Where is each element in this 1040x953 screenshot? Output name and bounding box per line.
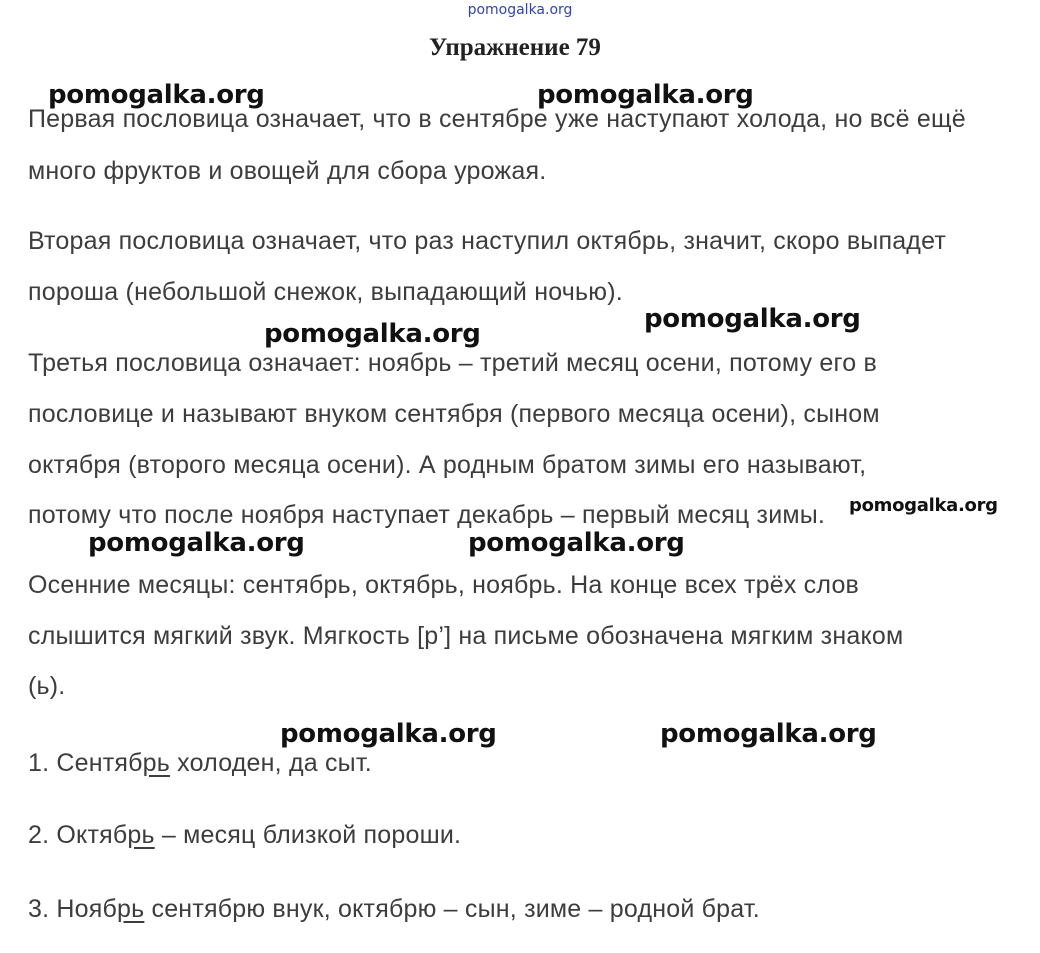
watermark: pomogalka.org — [644, 304, 861, 334]
watermark: pomogalka.org — [48, 80, 265, 110]
paragraph-4-line-1: Осенние месяцы: сентябрь, октябрь, ноябрь. На конце всех трёх слов — [28, 571, 860, 599]
watermark: pomogalka.org — [88, 528, 305, 558]
paragraph-3-line-3: октября (второго месяца осени). А родным братом зимы его называют, — [28, 451, 867, 479]
paragraph-4-line-3: (ь). — [28, 672, 66, 700]
paragraph-4-line-2: слышится мягкий звук. Мягкость [р’] на письме обозначена мягким знаком — [28, 622, 904, 650]
proverb-2 — [28, 821, 461, 850]
paragraph-3-line-1: Третья пословица означает: ноябрь – третий месяц осени, потому его в — [28, 349, 878, 377]
page-title: Упражнение 79 — [429, 34, 601, 61]
watermark: pomogalka.org — [849, 495, 998, 516]
proverb-3-text: 3. Нояб — [28, 895, 118, 923]
paragraph-2-line-2: пороша (небольшой снежок, выпадающий ночью). — [28, 278, 623, 306]
proverb-1 — [28, 749, 372, 778]
paragraph-3-line-4: потому что после ноября наступает декабрь – первый месяц зимы. — [28, 501, 826, 529]
watermark: pomogalka.org — [280, 719, 497, 749]
proverb-2-underlined: рь — [127, 821, 155, 849]
paragraph-1-line-1: Первая пословица означает, что в сентябре уже наступают холода, но всё ещё — [28, 105, 966, 133]
proverb-1-text: 1. Сентяб — [28, 749, 143, 777]
proverb-3-underlined: рь — [117, 895, 145, 923]
proverb-3-rest: сентябрю внук, октябрю – сын, зиме – родной брат. — [144, 895, 760, 923]
watermark: pomogalka.org — [537, 80, 754, 110]
watermark: pomogalka.org — [660, 719, 877, 749]
site-header-link[interactable]: pomogalka.org — [467, 2, 573, 18]
watermark: pomogalka.org — [264, 319, 481, 349]
paragraph-2-line-1: Вторая пословица означает, что раз наступил октябрь, значит, скоро выпадет — [28, 227, 947, 255]
proverb-2-rest: – месяц близкой пороши. — [154, 821, 462, 849]
watermark: pomogalka.org — [468, 528, 685, 558]
proverb-3 — [28, 895, 760, 924]
proverb-2-text: 2. Октяб — [28, 821, 128, 849]
paragraph-3-line-2: пословице и называют внуком сентября (первого месяца осени), сыном — [28, 400, 880, 428]
paragraph-1-line-2: много фруктов и овощей для сбора урожая. — [28, 157, 547, 185]
proverb-1-rest: холоден, да сыт. — [170, 749, 372, 777]
proverb-1-underlined: рь — [142, 749, 171, 777]
